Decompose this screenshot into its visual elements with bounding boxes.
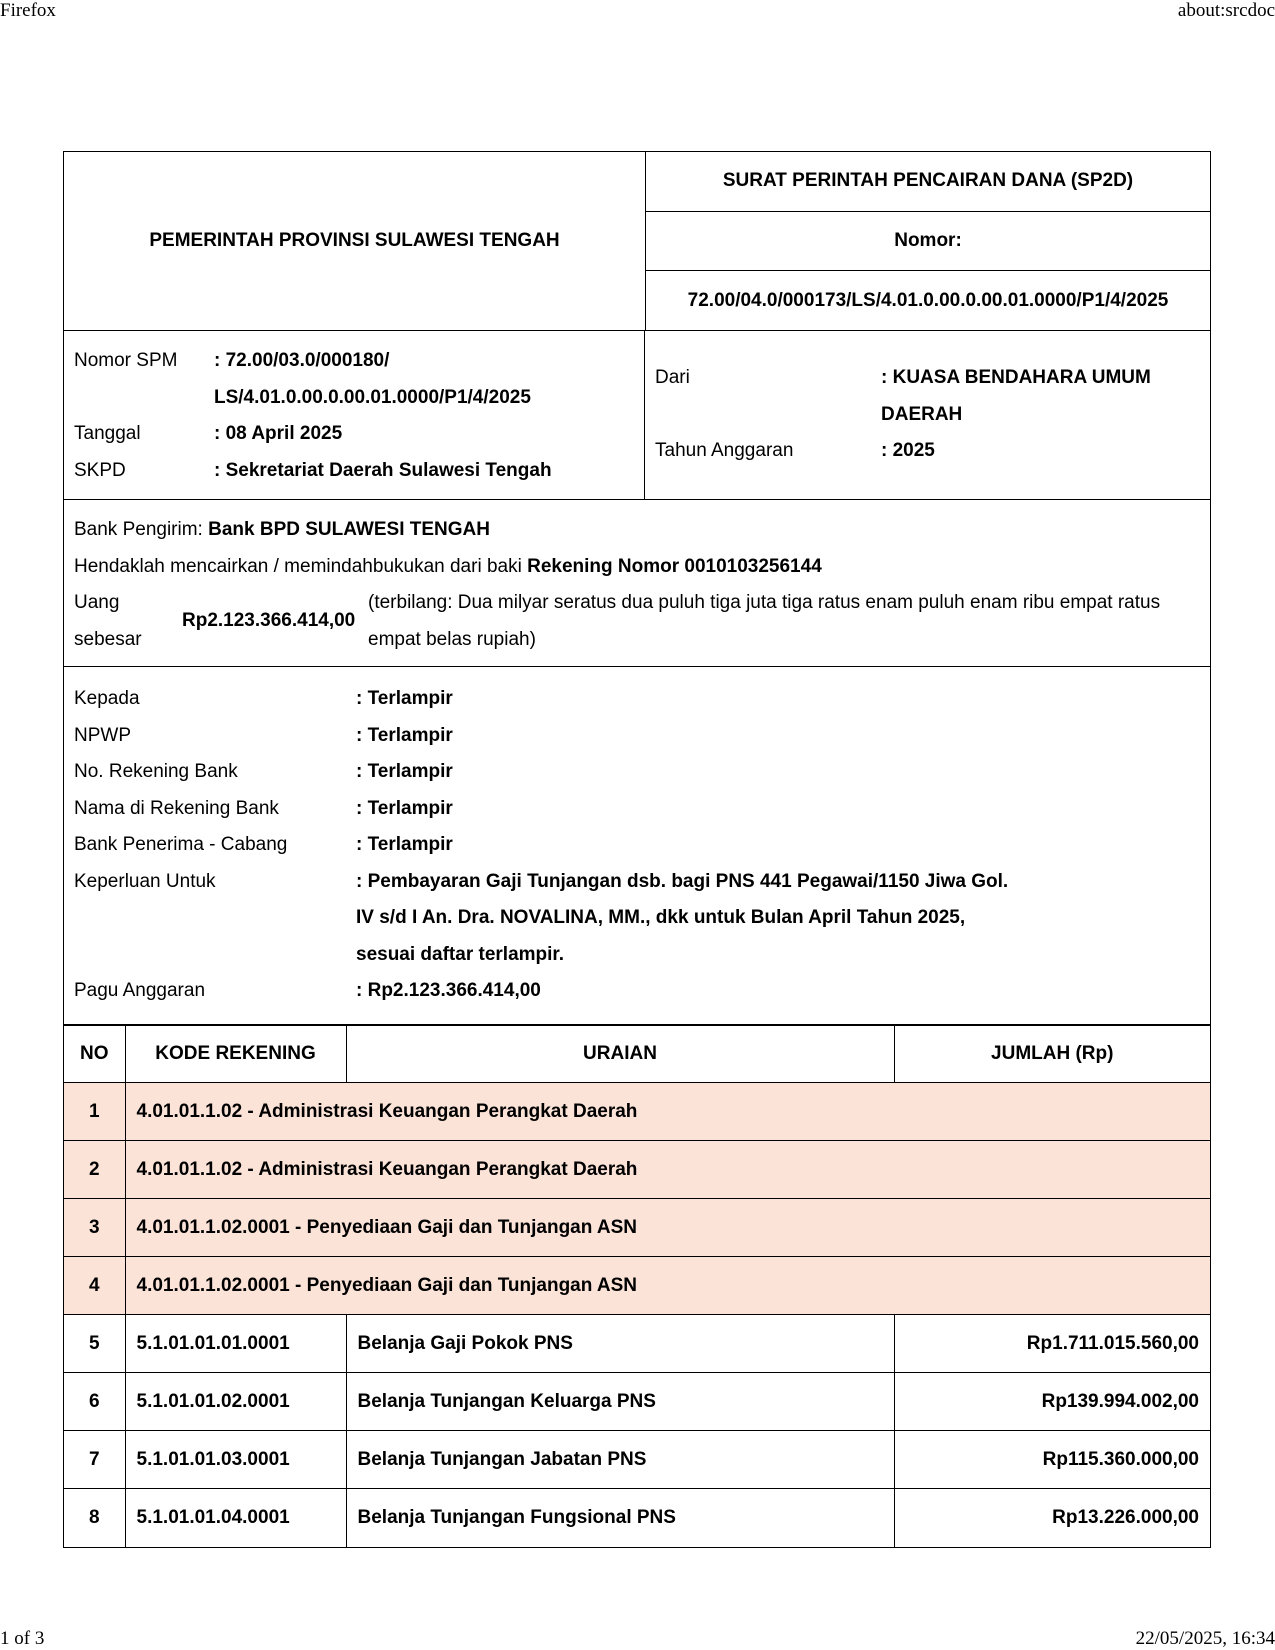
dari-row — [655, 360, 1200, 433]
row-uraian: Belanja Tunjangan Fungsional PNS — [346, 1489, 894, 1547]
row-no: 1 — [64, 1083, 125, 1141]
kepada-label: Kepada — [74, 688, 140, 709]
browser-url: about:srcdoc — [1177, 0, 1275, 21]
nomor-label: Nomor: — [646, 211, 1210, 271]
table-row — [64, 1257, 1210, 1315]
nomor-spm-value-part2: LS/4.01.0.00.0.00.01.0000/P1/4/2025 — [214, 386, 531, 408]
nomor-value: 72.00/04.0/000173/LS/4.01.0.00.0.00.01.0000/P1/4/2025 — [646, 270, 1210, 330]
bank-pengirim-label: Bank Pengirim: — [74, 519, 209, 540]
nama-rekening-row — [74, 791, 1200, 828]
row-jumlah: Rp1.711.015.560,00 — [894, 1315, 1210, 1373]
tahun-row — [655, 433, 1200, 470]
print-timestamp: 22/05/2025, 16:34 — [1135, 1628, 1275, 1649]
dari-label: Dari — [655, 367, 690, 389]
keperluan-value: : Pembayaran Gaji Tunjangan dsb. bagi PNS 441 Pegawai/1150 Jiwa Gol. IV s/d I An. Dra. NOVALINA, MM., dkk untuk Bulan April Tahun 2025, sesuai daftar terlampir. — [356, 870, 1009, 965]
tahun-label: Tahun Anggaran — [655, 440, 794, 462]
table-row — [64, 1373, 1210, 1431]
uang-label: Uang sebesar — [74, 592, 142, 650]
table-row — [64, 1431, 1210, 1489]
uang-amount: Rp2.123.366.414,00 — [182, 610, 356, 632]
instruction-text: Hendaklah mencairkan / memindahbukukan dari baki — [74, 555, 528, 577]
row-uraian: Belanja Gaji Pokok PNS — [346, 1315, 894, 1373]
row-kode: 5.1.01.01.03.0001 — [125, 1431, 346, 1489]
uang-row — [74, 585, 1200, 658]
header-uraian: URAIAN — [346, 1025, 894, 1083]
skpd-label: SKPD — [74, 459, 126, 481]
dari-value-part1: : KUASA BENDAHARA UMUM — [881, 367, 1151, 389]
row-no: 6 — [64, 1373, 125, 1431]
row-uraian: Belanja Tunjangan Keluarga PNS — [346, 1373, 894, 1431]
skpd-row — [74, 453, 634, 490]
bank-pengirim-row — [74, 512, 1200, 549]
table-row — [64, 1141, 1210, 1199]
tanggal-label: Tanggal — [74, 423, 141, 444]
spm-section — [64, 331, 1210, 500]
terbilang-text: (terbilang: Dua milyar seratus dua puluh tiga juta tiga ratus enam puluh enam ribu empat ratus empat belas rupiah) — [368, 592, 1161, 650]
bank-penerima-row — [74, 827, 1200, 864]
bank-penerima-label: Bank Penerima - Cabang — [74, 834, 288, 855]
table-header-row — [64, 1025, 1210, 1083]
nama-rekening-value: : Terlampir — [356, 797, 453, 819]
tanggal-row — [74, 416, 634, 453]
header-jumlah: JUMLAH (Rp) — [894, 1025, 1210, 1083]
header-no: NO — [64, 1025, 125, 1083]
title-block — [646, 152, 1210, 330]
skpd-value: : Sekretariat Daerah Sulawesi Tengah — [214, 459, 552, 481]
rekening-nomor: Rekening Nomor 0010103256144 — [527, 555, 822, 577]
government-name: PEMERINTAH PROVINSI SULAWESI TENGAH — [64, 152, 646, 330]
table-row — [64, 1199, 1210, 1257]
tahun-value: : 2025 — [881, 440, 935, 462]
rekening-row — [74, 754, 1200, 791]
bank-pengirim-value: Bank BPD SULAWESI TENGAH — [208, 519, 490, 540]
row-kegiatan: 4.01.01.1.02.0001 - Penyediaan Gaji dan Tunjangan ASN — [125, 1257, 1210, 1315]
recipient-section — [64, 667, 1210, 1024]
bank-penerima-value: : Terlampir — [356, 834, 453, 855]
pagu-row — [74, 973, 1200, 1010]
kepada-value: : Terlampir — [356, 688, 453, 709]
pagu-value: : Rp2.123.366.414,00 — [356, 980, 541, 1001]
nama-rekening-label: Nama di Rekening Bank — [74, 797, 279, 819]
table-row — [64, 1083, 1210, 1141]
row-no: 4 — [64, 1257, 125, 1315]
npwp-row — [74, 718, 1200, 755]
page-indicator: 1 of 3 — [0, 1628, 45, 1649]
row-kode: 5.1.01.01.02.0001 — [125, 1373, 346, 1431]
nomor-spm-label: Nomor SPM — [74, 350, 178, 371]
browser-app-name: Firefox — [0, 0, 56, 21]
document-header — [64, 152, 1210, 331]
rekening-label: No. Rekening Bank — [74, 761, 238, 782]
row-no: 3 — [64, 1199, 125, 1257]
document-title: SURAT PERINTAH PENCAIRAN DANA (SP2D) — [722, 170, 1134, 192]
keperluan-row — [74, 864, 1200, 974]
pagu-label: Pagu Anggaran — [74, 980, 206, 1001]
row-no: 2 — [64, 1141, 125, 1199]
row-jumlah: Rp115.360.000,00 — [894, 1431, 1210, 1489]
row-jumlah: Rp139.994.002,00 — [894, 1373, 1210, 1431]
dari-details — [645, 331, 1210, 499]
row-kode: 5.1.01.01.04.0001 — [125, 1489, 346, 1547]
nomor-spm-row — [74, 343, 634, 416]
nomor-spm-value — [214, 343, 531, 416]
rekening-value: : Terlampir — [356, 761, 453, 782]
npwp-label: NPWP — [74, 724, 131, 746]
dari-value-part2: DAERAH — [881, 403, 963, 425]
row-kegiatan: 4.01.01.1.02 - Administrasi Keuangan Perangkat Daerah — [125, 1141, 1210, 1199]
dari-value — [881, 360, 1151, 433]
header-kode-rekening: KODE REKENING — [125, 1025, 346, 1083]
spm-details — [64, 331, 645, 499]
table-row — [64, 1315, 1210, 1373]
row-jumlah: Rp13.226.000,00 — [894, 1489, 1210, 1547]
keperluan-label: Keperluan Untuk — [74, 870, 216, 892]
row-kegiatan: 4.01.01.1.02 - Administrasi Keuangan Perangkat Daerah — [125, 1083, 1210, 1141]
row-kegiatan: 4.01.01.1.02.0001 - Penyediaan Gaji dan Tunjangan ASN — [125, 1199, 1210, 1257]
instruction-row — [74, 549, 1200, 586]
row-no: 5 — [64, 1315, 125, 1373]
row-uraian: Belanja Tunjangan Jabatan PNS — [346, 1431, 894, 1489]
sp2d-document — [63, 151, 1211, 1548]
row-no: 7 — [64, 1431, 125, 1489]
nomor-spm-value-part1: : 72.00/03.0/000180/ — [214, 350, 390, 371]
table-row — [64, 1489, 1210, 1547]
row-no: 8 — [64, 1489, 125, 1547]
kepada-row — [74, 681, 1200, 718]
tanggal-value: : 08 April 2025 — [214, 423, 343, 444]
bank-section — [64, 500, 1210, 667]
npwp-value: : Terlampir — [356, 724, 453, 746]
row-kode: 5.1.01.01.01.0001 — [125, 1315, 346, 1373]
rekening-table — [64, 1024, 1210, 1547]
